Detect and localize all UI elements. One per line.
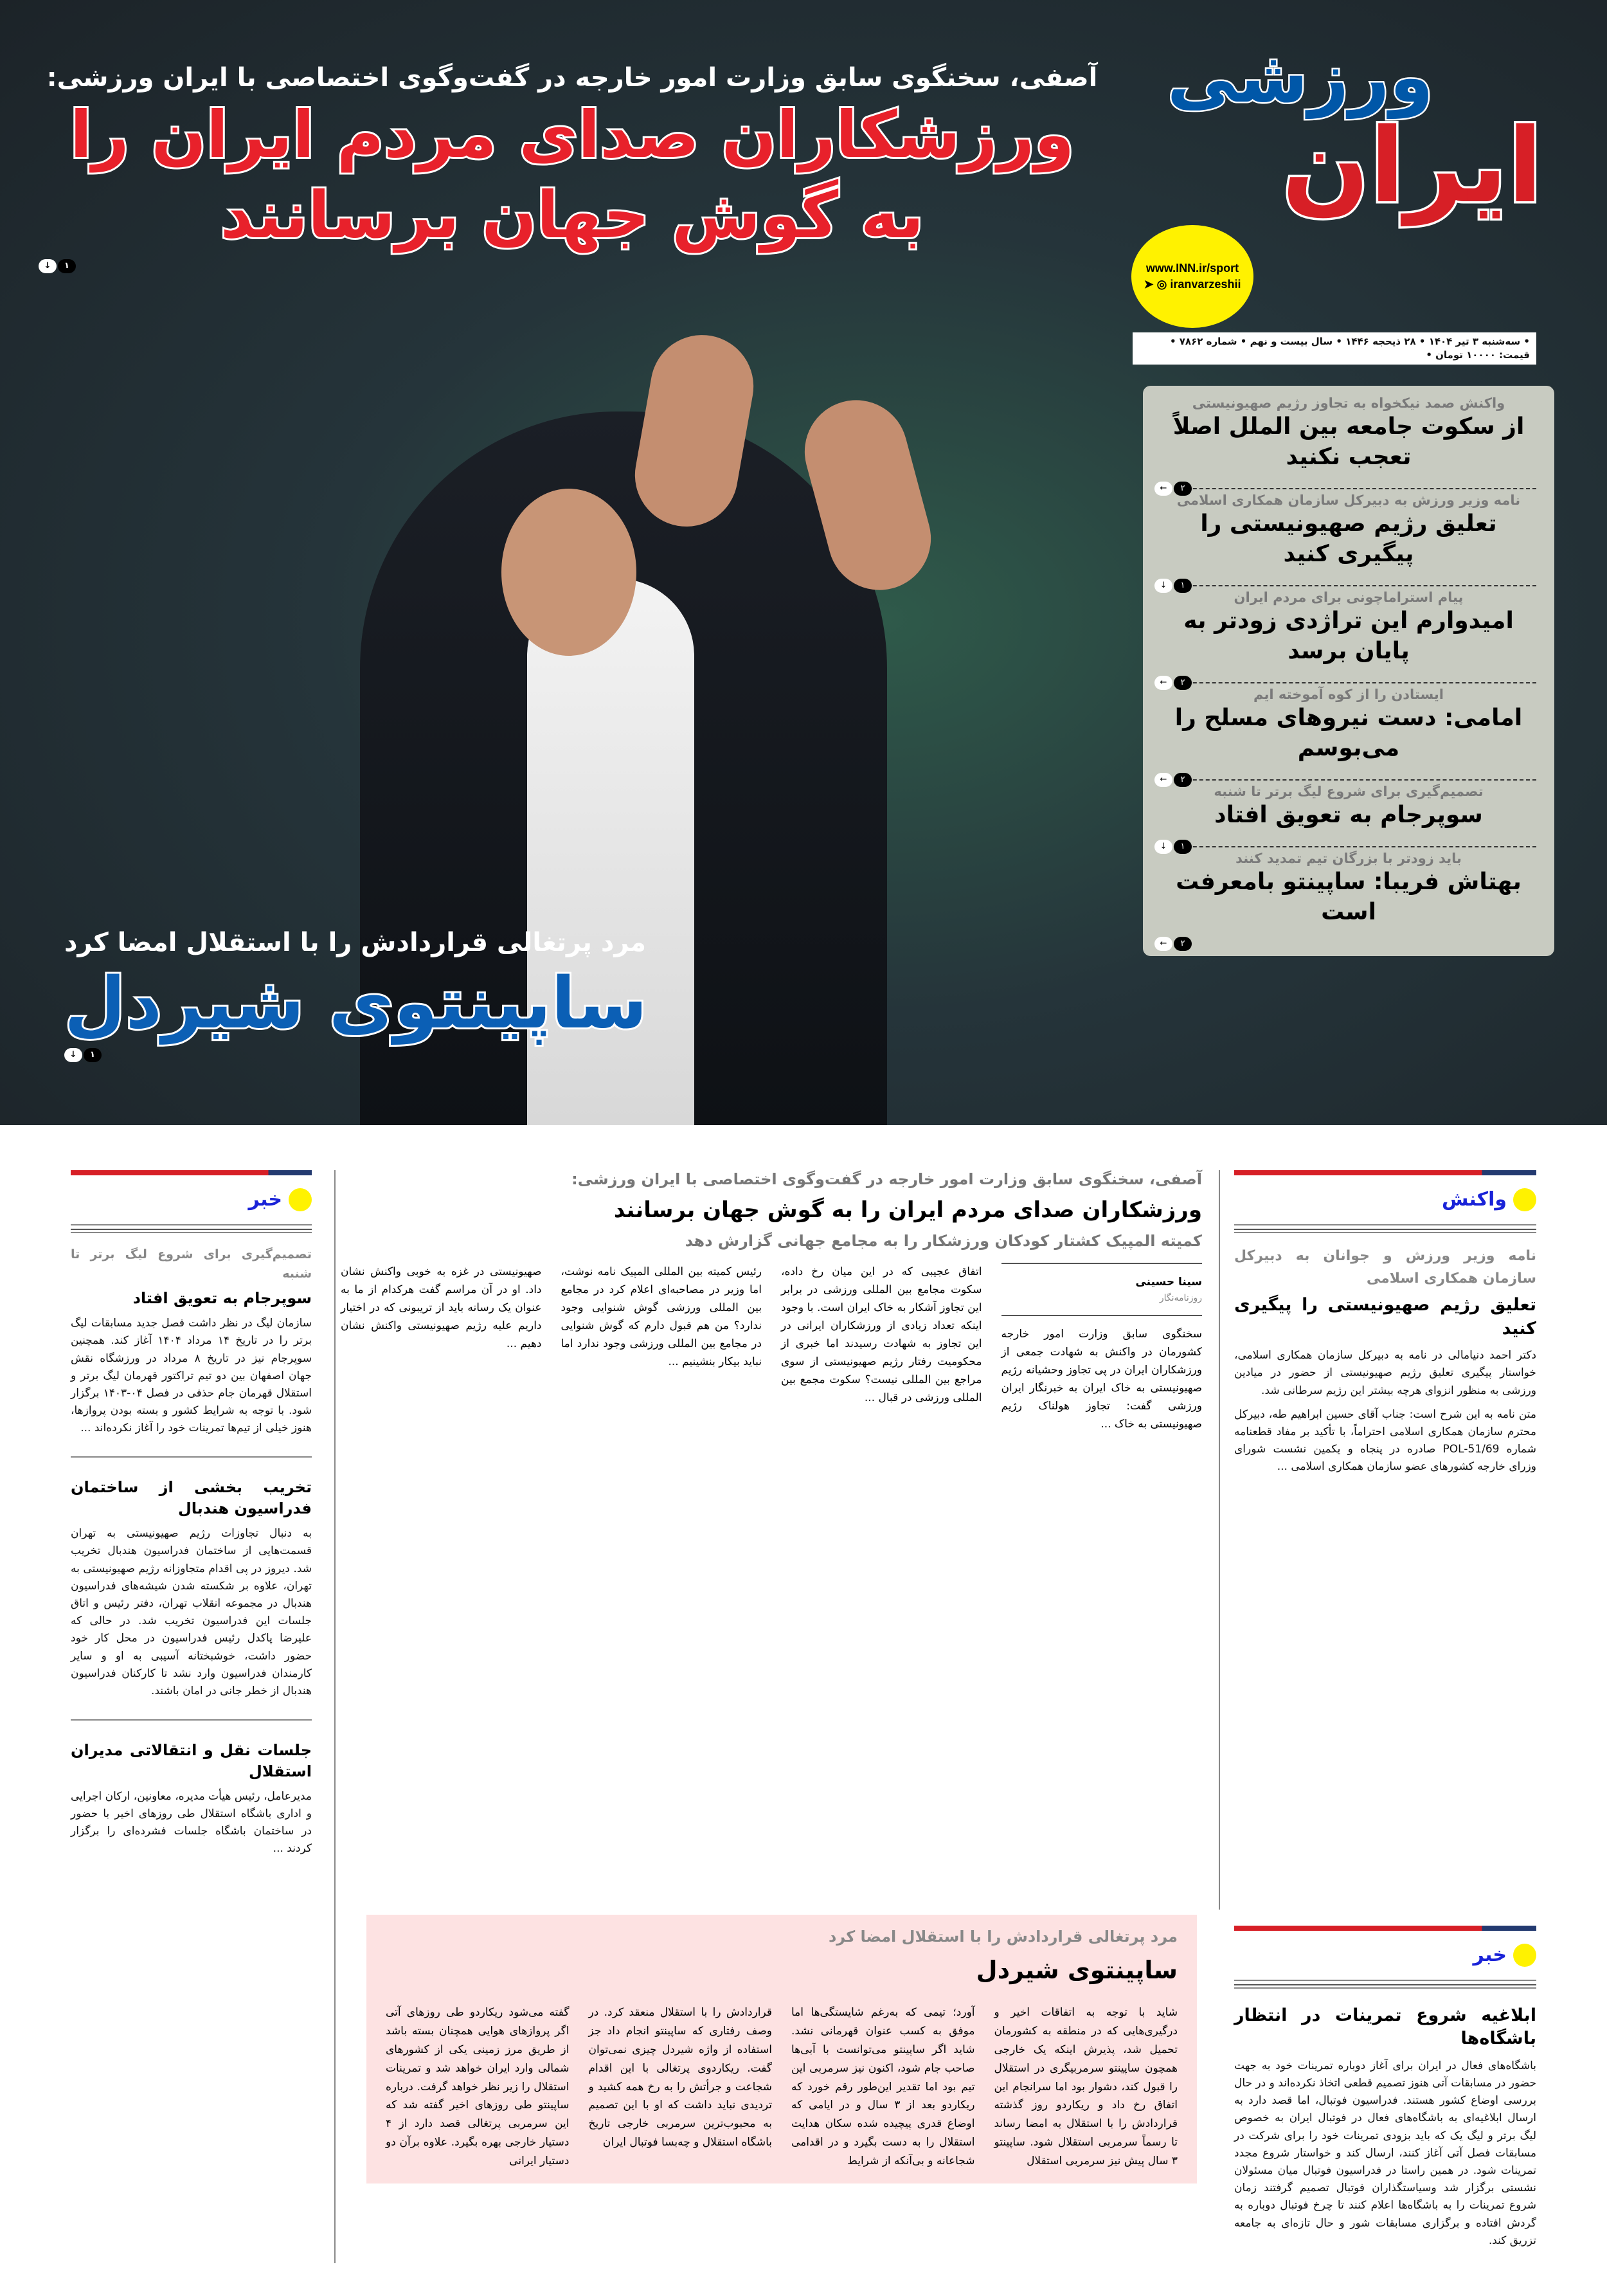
contact-badge bbox=[1131, 225, 1253, 328]
sidebar-headline-item[interactable] bbox=[1160, 847, 1536, 948]
sidebar-headline: امامی: دست نیروهای مسلح را می‌بوسم bbox=[1174, 704, 1523, 761]
arrow-left-icon: ← bbox=[1154, 482, 1172, 496]
yellow-dot-icon bbox=[289, 1188, 312, 1211]
sapinto-story-box bbox=[366, 1915, 1197, 2183]
left-column bbox=[71, 1170, 312, 1858]
sidebar-kicker: ایستادن را از کوه آموخته ایم bbox=[1253, 686, 1444, 702]
main-story bbox=[341, 1170, 1202, 1433]
logo-iran: ایران bbox=[1282, 105, 1543, 226]
logo-varzeshi: ورزشی bbox=[1167, 36, 1433, 118]
story-headline[interactable]: تخریب بخشی از ساختمان فدراسیون هندبال bbox=[71, 1478, 312, 1517]
story-kicker: مرد پرتغالی قراردادش را با استقلال امضا کرد bbox=[828, 1928, 1178, 1946]
arrow-left-icon: ← bbox=[1154, 676, 1172, 690]
story-headline[interactable]: ورزشکاران صدای مردم ایران را به گوش جهان برسانند bbox=[613, 1197, 1202, 1223]
website-link[interactable]: www.INN.ir/sport bbox=[1145, 262, 1239, 275]
sidebar-headline-item[interactable] bbox=[1160, 392, 1536, 493]
story-headline[interactable]: تعلیق رژیم صهیونیستی را پیگیری کنید bbox=[1234, 1295, 1536, 1339]
story-lead: دکتر احمد دنیامالی در نامه به دبیرکل سازمان همکاری اسلامی، خواستار پیگیری تعلیق رژیم صهیونیستی از حضور در میادین ورزشی به منظور انزوای هرچه بیشتر این رژیم سرطانی شد. bbox=[1234, 1349, 1536, 1397]
page-reference[interactable]: ← ۲ bbox=[1154, 773, 1192, 787]
section-bar bbox=[1234, 1170, 1536, 1175]
page-reference[interactable]: ↓ ۱ bbox=[39, 259, 1106, 273]
arrow-left-icon: ← bbox=[1154, 773, 1172, 787]
section-bar bbox=[71, 1170, 312, 1175]
story-body: متن نامه به این شرح است: جناب آقای حسین ابراهیم طه، دبیرکل محترم سازمان همکاری اسلامی احتراماً، با تأکید بر مفاد قطعنامه شماره POL-51/69 صادره در پنجاه و یکمین نشست شورای وزرای خارجه کشورهای عضو سازمان همکاری اسلامی ... bbox=[1234, 1407, 1537, 1474]
hero-headline-line2[interactable]: به گوش جهان برسانند bbox=[220, 177, 924, 253]
divider bbox=[1234, 1980, 1536, 1989]
sidebar-headline-item[interactable] bbox=[1160, 781, 1536, 851]
divider bbox=[71, 1719, 312, 1721]
hero-kicker: آصفی، سخنگوی سابق وزارت امور خارجه در گفت‌وگوی اختصاصی با ایران ورزشی: bbox=[46, 63, 1098, 93]
page-reference[interactable]: ↓ ۱ bbox=[64, 1048, 707, 1062]
story-headline[interactable]: ابلاغیه شروع تمرینات در انتظار باشگاه‌ها bbox=[1234, 2005, 1536, 2049]
sidebar-kicker: تصمیم‌گیری برای شروع لیگ برتر تا شنبه bbox=[1214, 783, 1484, 799]
arrow-down-icon: ↓ bbox=[1154, 579, 1172, 593]
story-body: سازمان لیگ در نظر داشت فصل جدید مسابقات لیگ برتر را در تاریخ ۱۴ مرداد ۱۴۰۴ آغاز کند. همچنین سوپرجام نیز در تاریخ ۸ مرداد در ورزشگاه نقش جهان اصفهان بین دو تیم تراکتور قهرمان لیگ برتر و استقلال قهرمان جام حذفی در فصل ۰۴-۱۴۰۳ برگزار شود. با توجه به شرایط کشور و بسته بودن پروازها، هنوز خیلی از تیم‌ها تمرینات خود را آغاز نکرده‌اند ... bbox=[71, 1317, 312, 1435]
story-text: سخنگوی سابق وزارت امور خارجه کشورمان در واکنش به شهادت جمعی از ورزشکاران ایران در پی تجاوز وحشیانه رژیم صهیونیستی به خاک ایران به خبرنگار ایران ورزشی گفت: تجاوز هولناک رژیم صهیونیستی به خاک ... bbox=[1001, 1328, 1202, 1431]
section-label: خبر bbox=[71, 1184, 312, 1215]
instagram-icon: ◎ bbox=[1156, 278, 1167, 291]
sidebar-headline: امیدوارم این تراژدی زودتر به پایان برسد bbox=[1183, 608, 1514, 664]
story-kicker: تصمیم‌گیری برای شروع لیگ برتر تا شنبه bbox=[71, 1247, 312, 1281]
story-kicker: آصفی، سخنگوی سابق وزارت امور خارجه در گفت‌وگوی اختصاصی با ایران ورزشی: bbox=[571, 1170, 1202, 1188]
story-body: به دنبال تجاوزات رژیم صهیونیستی به تهران قسمت‌هایی از ساختمان فدراسیون هندبال تخریب شد. دیروز در پی اقدام متجاوزانه رژیم صهیونیستی به تهران، علاوه بر شکسته شدن شیشه‌های فدراسیون هندبال در مجموعه انقلاب تهران، دفتر رئیس و اتاق جلسات این فدراسیون تخریب شد. در حالی که علیرضا پاکدل رئیس فدراسیون در محل کار خود حضور داشت، خوشبختانه آسیبی به او و سایر کارمندان فدراسیون وارد نشد تا کارکنان فدراسیون هندبال از خطر جانی در امان باشند. bbox=[71, 1527, 312, 1697]
hero-headline-line1[interactable]: ورزشکاران صدای مردم ایران را bbox=[69, 97, 1075, 172]
arrow-down-icon: ↓ bbox=[64, 1048, 82, 1062]
divider bbox=[1234, 1224, 1536, 1233]
sidebar-headline: بهتاش فریبا: ساپینتو بامعرفت است bbox=[1176, 868, 1522, 925]
story-kicker: نامه وزیر ورزش و جوانان به دبیرکل سازمان همکاری اسلامی bbox=[1234, 1248, 1536, 1287]
coach-photo-face bbox=[501, 489, 636, 656]
story-headline[interactable]: جلسات نقل و انتقالاتی مدیران استقلال bbox=[71, 1741, 312, 1780]
dateline: • سه‌شنبه ۳ تیر ۱۴۰۴ • ۲۸ ذیحجه ۱۴۴۶ • سال بیست و نهم • شماره ۷۸۶۲ • قیمت: ۱۰۰۰۰ تومان • bbox=[1133, 332, 1536, 365]
photo-headline[interactable]: ساپینتوی شیردل bbox=[64, 962, 647, 1044]
page-reference[interactable]: ← ۲ bbox=[1154, 482, 1192, 496]
section-label: خبر bbox=[1234, 1940, 1536, 1971]
arrow-down-icon: ↓ bbox=[1154, 840, 1172, 854]
story-column: آورد؛ تیمی که به‌رغم شایستگی‌ها اما موفق به کسب عنوان قهرمانی نشد. شاید اگر ساپینتو می‌توانست با آبی‌ها صاحب جام شود، اکنون نیز سرمربی این تیم بود اما تقدیر این‌طور رقم خورد که ریکاردو بعد از ۳ سال و در ایامی که اوضاع قدری پیچیده شده سکان هدایت استقلال را به دست بگیرد و در اقدامی شجاعانه و بی‌آنکه از شرایط bbox=[791, 2006, 975, 2168]
right-column-news bbox=[1234, 1926, 1536, 2250]
section-label: واکنش bbox=[1234, 1184, 1536, 1215]
yellow-dot-icon bbox=[1513, 1944, 1536, 1967]
masthead bbox=[1131, 32, 1543, 328]
sidebar-headline-item[interactable] bbox=[1160, 489, 1536, 590]
story-column: اتفاق عجیبی که در این میان رخ داده، سکوت مجامع بین المللی ورزشی در برابر این تجاوز آشکار به خاک ایران است. با وجود اینکه تعداد زیادی از ورزشکاران ایرانی در این تجاوز به شهادت رسیدند اما خبری از محکومیت رفتار رژیم صهیونیستی از سوی مراجع بین المللی نیست؟ سکوت مجمع بین المللی ورزشی در قبال ... bbox=[781, 1265, 982, 1405]
story-headline[interactable]: سوپرجام به تعویق افتاد bbox=[132, 1288, 312, 1307]
column-divider bbox=[1219, 1170, 1220, 1910]
sidebar-headline-item[interactable] bbox=[1160, 683, 1536, 784]
divider bbox=[71, 1224, 312, 1233]
photo-headline-block bbox=[64, 926, 707, 1062]
author-role: روزنامه‌نگار bbox=[1159, 1293, 1202, 1304]
headlines-sidebar bbox=[1143, 386, 1554, 956]
sidebar-headline: تعلیق رژیم صهیونیستی را پیگیری کنید bbox=[1200, 511, 1497, 567]
story-subhead: کمیته المپیک کشتار کودکان ورزشکار را به مجامع جهانی گزارش دهد bbox=[685, 1232, 1202, 1250]
story-body: باشگاه‌های فعال در ایران برای آغاز دوباره تمرینات خود به جهت حضور در مسابقات آتی هنوز تصمیم قطعی اتخاذ نکرده‌اند و در حال بررسی اوضاع کشور هستند. فدراسیون فوتبال، اما قصد دارد به ارسال ابلاغیه‌ای به باشگاه‌های فعال در فوتبال ایران به خصوص لیگ برتر و لیگ یک که باید بزودی تمرینات خود را برای شرکت در مسابقات فصل آتی آغاز کنند، ارسال کند و خواستار شروع مجدد تمرینات شود. در همین راستا در فدراسیون فوتبال میان مسئولان نشستی برگزار شد وسیاستگذاران فوتبال تصمیم گرفتند زمان شروع تمرینات را به باشگاه‌ها اعلام کنند تا چرخ فوتبال دوباره به گردش افتاده و برگزاری مسابقات شور و حال تازه‌ای به جامعه تزریق کند. bbox=[1234, 2059, 1536, 2247]
arrow-down-icon: ↓ bbox=[39, 259, 57, 273]
hero-headline-block bbox=[39, 61, 1106, 273]
sidebar-kicker: باید زودتر با بزرگان تیم تمدید کنند bbox=[1235, 850, 1462, 866]
sidebar-kicker: پیام استراماچونی برای مردم ایران bbox=[1234, 589, 1464, 605]
telegram-icon: ➤ bbox=[1144, 278, 1154, 291]
page-reference[interactable]: ← ۲ bbox=[1154, 676, 1192, 690]
sidebar-kicker: واکنش صمد نیکخواه به تجاوز رژیم صهیونیستی bbox=[1192, 395, 1505, 411]
story-column: رئیس کمیته بین المللی المپیک نامه نوشت، اما وزیر در مصاحبه‌ای اعلام کرد در مجامع بین المللی ورزشی گوش شنوایی وجود ندارد؟ من هم قبول دارم که گوش شنوایی در مجامع بین المللی ورزشی وجود ندارد اما نباید بیکار بنشینیم ... bbox=[561, 1265, 762, 1369]
sidebar-headline: از سکوت جامعه بین الملل اصلاً تعجب نکنید bbox=[1172, 413, 1525, 471]
story-column: شاید با توجه به اتفاقات اخیر و درگیری‌هایی که در منطقه به کشورمان تحمیل شد، پذیرش اینکه یک خارجی همچون ساپینتو سرمربیگری در استقلال را قبول کند، دشوار بود اما سرانجام این اتفاق رخ داد و ریکاردو روز گذشته قراردادش را با استقلال به امضا رساند تا رسماً سرمربی استقلال شود. ساپینتو ۳ سال پیش نیز سرمربی استقلال bbox=[994, 2006, 1178, 2168]
social-handle[interactable]: ➤ ◎ iranvarzeshii bbox=[1144, 278, 1241, 291]
hero-photo-section bbox=[0, 0, 1607, 1125]
sidebar-headline-item[interactable] bbox=[1160, 586, 1536, 687]
arrow-left-icon: ← bbox=[1154, 937, 1172, 951]
story-column: گفته می‌شود ریکاردو طی روزهای آتی اگر پروازهای هوایی همچنان بسته باشد از طریق مرز زمینی یکی از کشورهای شمالی وارد ایران خواهد شد و تمرینات استقلال را زیر نظر خواهد گرفت. درباره ساپینتو طی روزهای اخیر گفته شد که این سرمربی پرتغالی قصد دارد از ۴ دستیار خارجی بهره بگیرد. علاوه برآن دو دستیار ایرانی bbox=[386, 2006, 570, 2168]
story-body: مدیرعامل، رئیس هیأت مدیره، معاونین، ارکان اجرایی و اداری باشگاه استقلال طی روزهای اخیر با حضور در ساختمان باشگاه جلسات فشرده‌ای را برگزار کردند ... bbox=[71, 1789, 312, 1856]
sidebar-kicker: نامه وزیر ورزش به دبیرکل سازمان همکاری اسلامی bbox=[1176, 492, 1521, 508]
yellow-dot-icon bbox=[1513, 1188, 1536, 1211]
sidebar-headline: سوپرجام به تعویق افتاد bbox=[1214, 801, 1483, 828]
page-reference[interactable]: ↓ ۱ bbox=[1154, 840, 1192, 854]
story-column: قراردادش را با استقلال منعقد کرد. در وصف رفتاری که ساپینتو انجام داد جز استفاده از واژه شیردل چیزی نمی‌توان گفت. ریکاردوی پرتغالی با این اقدام شجاعت و جرأتش را به رخ همه کشید و تردیدی نباید داشت که او با این تصمیم به محبوب‌ترین سرمربی خارجی تاریخ باشگاه استقلال و چه‌بسا فوتبال ایران bbox=[588, 2006, 772, 2149]
author-name: سینا حسینی bbox=[1135, 1276, 1202, 1288]
column-divider bbox=[334, 1170, 336, 2263]
photo-kicker: مرد پرتغالی قراردادش را با استقلال امضا کرد bbox=[64, 928, 647, 957]
story-headline[interactable]: ساپینتوی شیردل bbox=[976, 1956, 1178, 1984]
page-reference[interactable]: ← ۲ bbox=[1154, 937, 1192, 951]
page-reference[interactable]: ↓ ۱ bbox=[1154, 579, 1192, 593]
story-column bbox=[1001, 1263, 1203, 1433]
divider bbox=[71, 1456, 312, 1458]
right-column bbox=[1234, 1170, 1536, 1476]
section-bar bbox=[1234, 1926, 1536, 1931]
story-column: صهیونیستی در غزه به خوبی واکنش نشان داد. او در آن مراسم گفت هرکدام از ما به عنوان یک رسانه باید از تریبونی که در اختیار داریم علیه رژیم صهیونیستی واکنش نشان دهیم ... bbox=[341, 1265, 542, 1351]
